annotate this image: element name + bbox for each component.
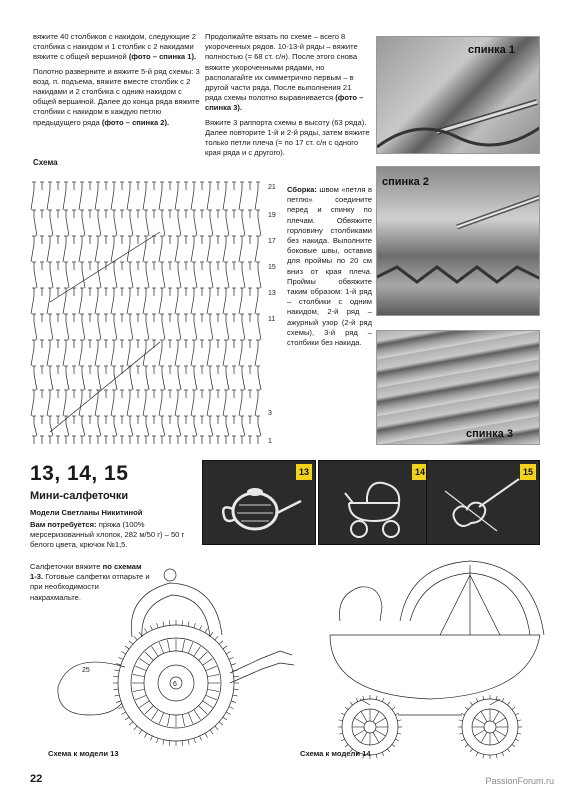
scheme-label: Схема	[33, 158, 58, 167]
thumb-number: 14	[412, 464, 428, 480]
row-number: 13	[268, 290, 276, 297]
row-number: 21	[268, 184, 276, 191]
teapot-label-6: 6	[173, 681, 177, 688]
crochet-scheme-top	[30, 172, 280, 447]
thumb-number: 15	[520, 464, 536, 480]
photo-back-3	[376, 330, 540, 445]
pram-scheme	[330, 561, 544, 755]
caption-scheme-13: Схема к модели 13	[48, 749, 119, 758]
thumb-number: 13	[296, 464, 312, 480]
crochet-scheme-bottom	[30, 555, 550, 765]
teapot-label-25: 25	[82, 667, 90, 674]
row-number: 11	[268, 316, 276, 323]
photo-back-2	[376, 166, 540, 316]
crochet-hook-icon	[377, 167, 540, 316]
col1-paragraph-2: Полотно разверните и вяжите 5-й ряд схемы: 3 возд. п. подъема, вяжите вместе столбик с 2 накидами и 2 столбика с одним накидом с общей вершиной. Далее до конца ряда вяжите столбики с накидом в каждую петлю предыдущего ряда (фото – спинка 2).	[33, 66, 200, 127]
crochet-hook-icon	[377, 37, 540, 154]
col2-paragraph-1: Продолжайте вязать по схеме – всего 8 укороченных рядов. 10-13-й ряды – вяжите полностью (= 68 ст. с/н). После этого снова вяжите укороченными рядами, но располагайте их симметрично первым – в другой части ряда. После выполнения 21 ряда схемы полотно выравнивается (фото – спинка 3).	[205, 32, 364, 113]
row-number: 15	[268, 264, 276, 271]
photo-back-1	[376, 36, 540, 154]
page-number: 22	[30, 773, 43, 785]
row-number: 19	[268, 212, 276, 219]
section-subtitle: Мини-салфеточки	[30, 490, 129, 502]
materials-text: Вам потребуется: пряжа (100% мерсеризованный хлопок, 282 м/50 г) – 50 г белого цвета, крючок №1,5.	[30, 520, 185, 550]
thumb-pram	[318, 460, 432, 545]
photo-label-2: спинка 2	[382, 176, 429, 188]
row-number: 3	[268, 410, 272, 417]
photo-label-1: спинка 1	[468, 44, 515, 56]
caption-scheme-14: Схема к модели 14	[300, 749, 371, 758]
col1-paragraph-1: вяжите 40 столбиков с накидом, следующие 2 столбика с накидом и 1 столбик с 2 накидами вяжите с общей вершиной (фото – спинка 1).	[33, 32, 197, 62]
column-2-text	[205, 32, 370, 162]
watermark: PassionForum.ru	[485, 776, 554, 786]
instructions-text: Салфеточки вяжите по схемам 1-3. Готовые салфетки отпарьте и при необходимости накрахмальте.	[30, 562, 150, 602]
section-author: Модели Светланы Никитиной	[30, 508, 143, 517]
section-title: 13, 14, 15	[30, 462, 129, 485]
column-1-text	[33, 32, 201, 132]
col2-paragraph-2: Вяжите 3 раппорта схемы в высоту (63 ряда). Далее повторите 1-й и 2-й ряды, затем вяжите только петли плеча (= по 17 ст. с/н с одного края ряда и с другого).	[205, 117, 370, 158]
assembly-text: Сборка: швом «петля в петлю» соедините перед и спинку по плечам. Обвяжите горловину столбиками без накида. Выполните боковые швы, оставив для проймы по 20 см вниз от края плеча. Проймы обвяжите таким образом: 1-й ряд – столбики с одним накидом, 2-й ряд – ажурный узор (2-й ряд схемы), 3-й ряд – столбики без накида.	[287, 185, 372, 348]
row-number: 1	[268, 438, 272, 445]
thumb-teapot	[202, 460, 316, 545]
photo-label-3: спинка 3	[466, 428, 513, 440]
row-number: 17	[268, 238, 276, 245]
thumb-violin	[426, 460, 540, 545]
